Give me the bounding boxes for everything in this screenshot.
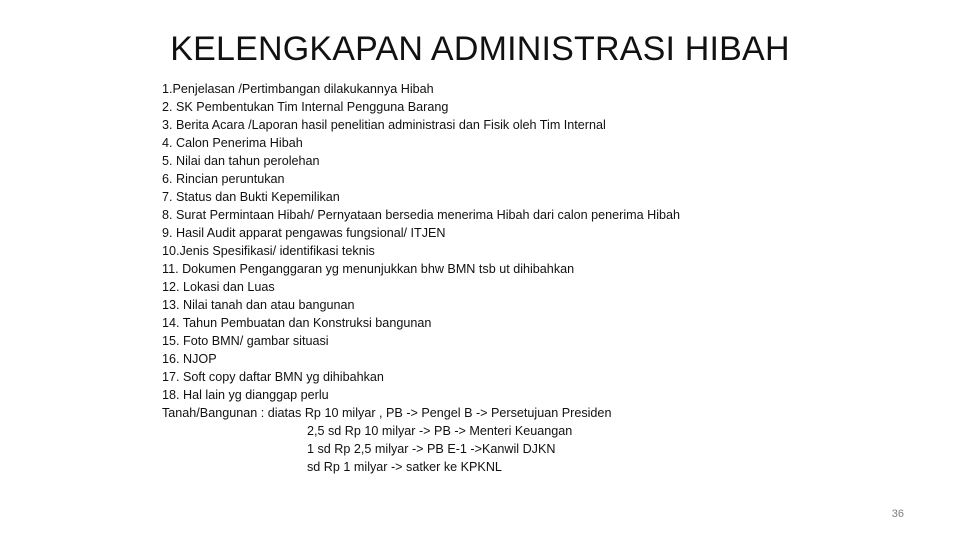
- list-item: 18. Hal lain yg dianggap perlu: [162, 388, 329, 402]
- list-item: 8. Surat Permintaan Hibah/ Pernyataan bersedia menerima Hibah dari calon penerima Hibah: [162, 208, 681, 222]
- list-item: 16. NJOP: [162, 352, 217, 366]
- approval-tier: 1 sd Rp 2,5 milyar -> PB E-1 ->Kanwil DJKN: [307, 442, 556, 456]
- list-item: 7. Status dan Bukti Kepemilikan: [162, 190, 340, 204]
- list-item: 11. Dokumen Penganggaran yg menunjukkan bhw BMN tsb ut dihibahkan: [162, 262, 575, 276]
- list-item: 10.Jenis Spesifikasi/ identifikasi teknis: [162, 244, 375, 258]
- list-item: 14. Tahun Pembuatan dan Konstruksi bangunan: [162, 316, 432, 330]
- list-item: 17. Soft copy daftar BMN yg dihibahkan: [162, 370, 384, 384]
- list-item: 15. Foto BMN/ gambar situasi: [162, 334, 329, 348]
- list-item: 2. SK Pembentukan Tim Internal Pengguna Barang: [162, 100, 449, 114]
- list-item: 4. Calon Penerima Hibah: [162, 136, 303, 150]
- approval-heading: Tanah/Bangunan : diatas Rp 10 milyar , PB -> Pengel B -> Persetujuan Presiden: [162, 406, 612, 420]
- list-item: 9. Hasil Audit apparat pengawas fungsional/ ITJEN: [162, 226, 446, 240]
- requirements-list: [162, 80, 862, 476]
- list-item: 12. Lokasi dan Luas: [162, 280, 275, 294]
- slide-title: KELENGKAPAN ADMINISTRASI HIBAH: [170, 30, 790, 68]
- approval-tier: 2,5 sd Rp 10 milyar -> PB -> Menteri Keuangan: [307, 424, 573, 438]
- list-item: 13. Nilai tanah dan atau bangunan: [162, 298, 355, 312]
- page-number: 36: [891, 508, 904, 520]
- list-item: 6. Rincian peruntukan: [162, 172, 285, 186]
- list-item: 1.Penjelasan /Pertimbangan dilakukannya Hibah: [162, 82, 434, 96]
- approval-tier: sd Rp 1 milyar -> satker ke KPKNL: [307, 460, 502, 474]
- list-item: 3. Berita Acara /Laporan hasil penelitian administrasi dan Fisik oleh Tim Internal: [162, 118, 606, 132]
- list-item: 5. Nilai dan tahun perolehan: [162, 154, 320, 168]
